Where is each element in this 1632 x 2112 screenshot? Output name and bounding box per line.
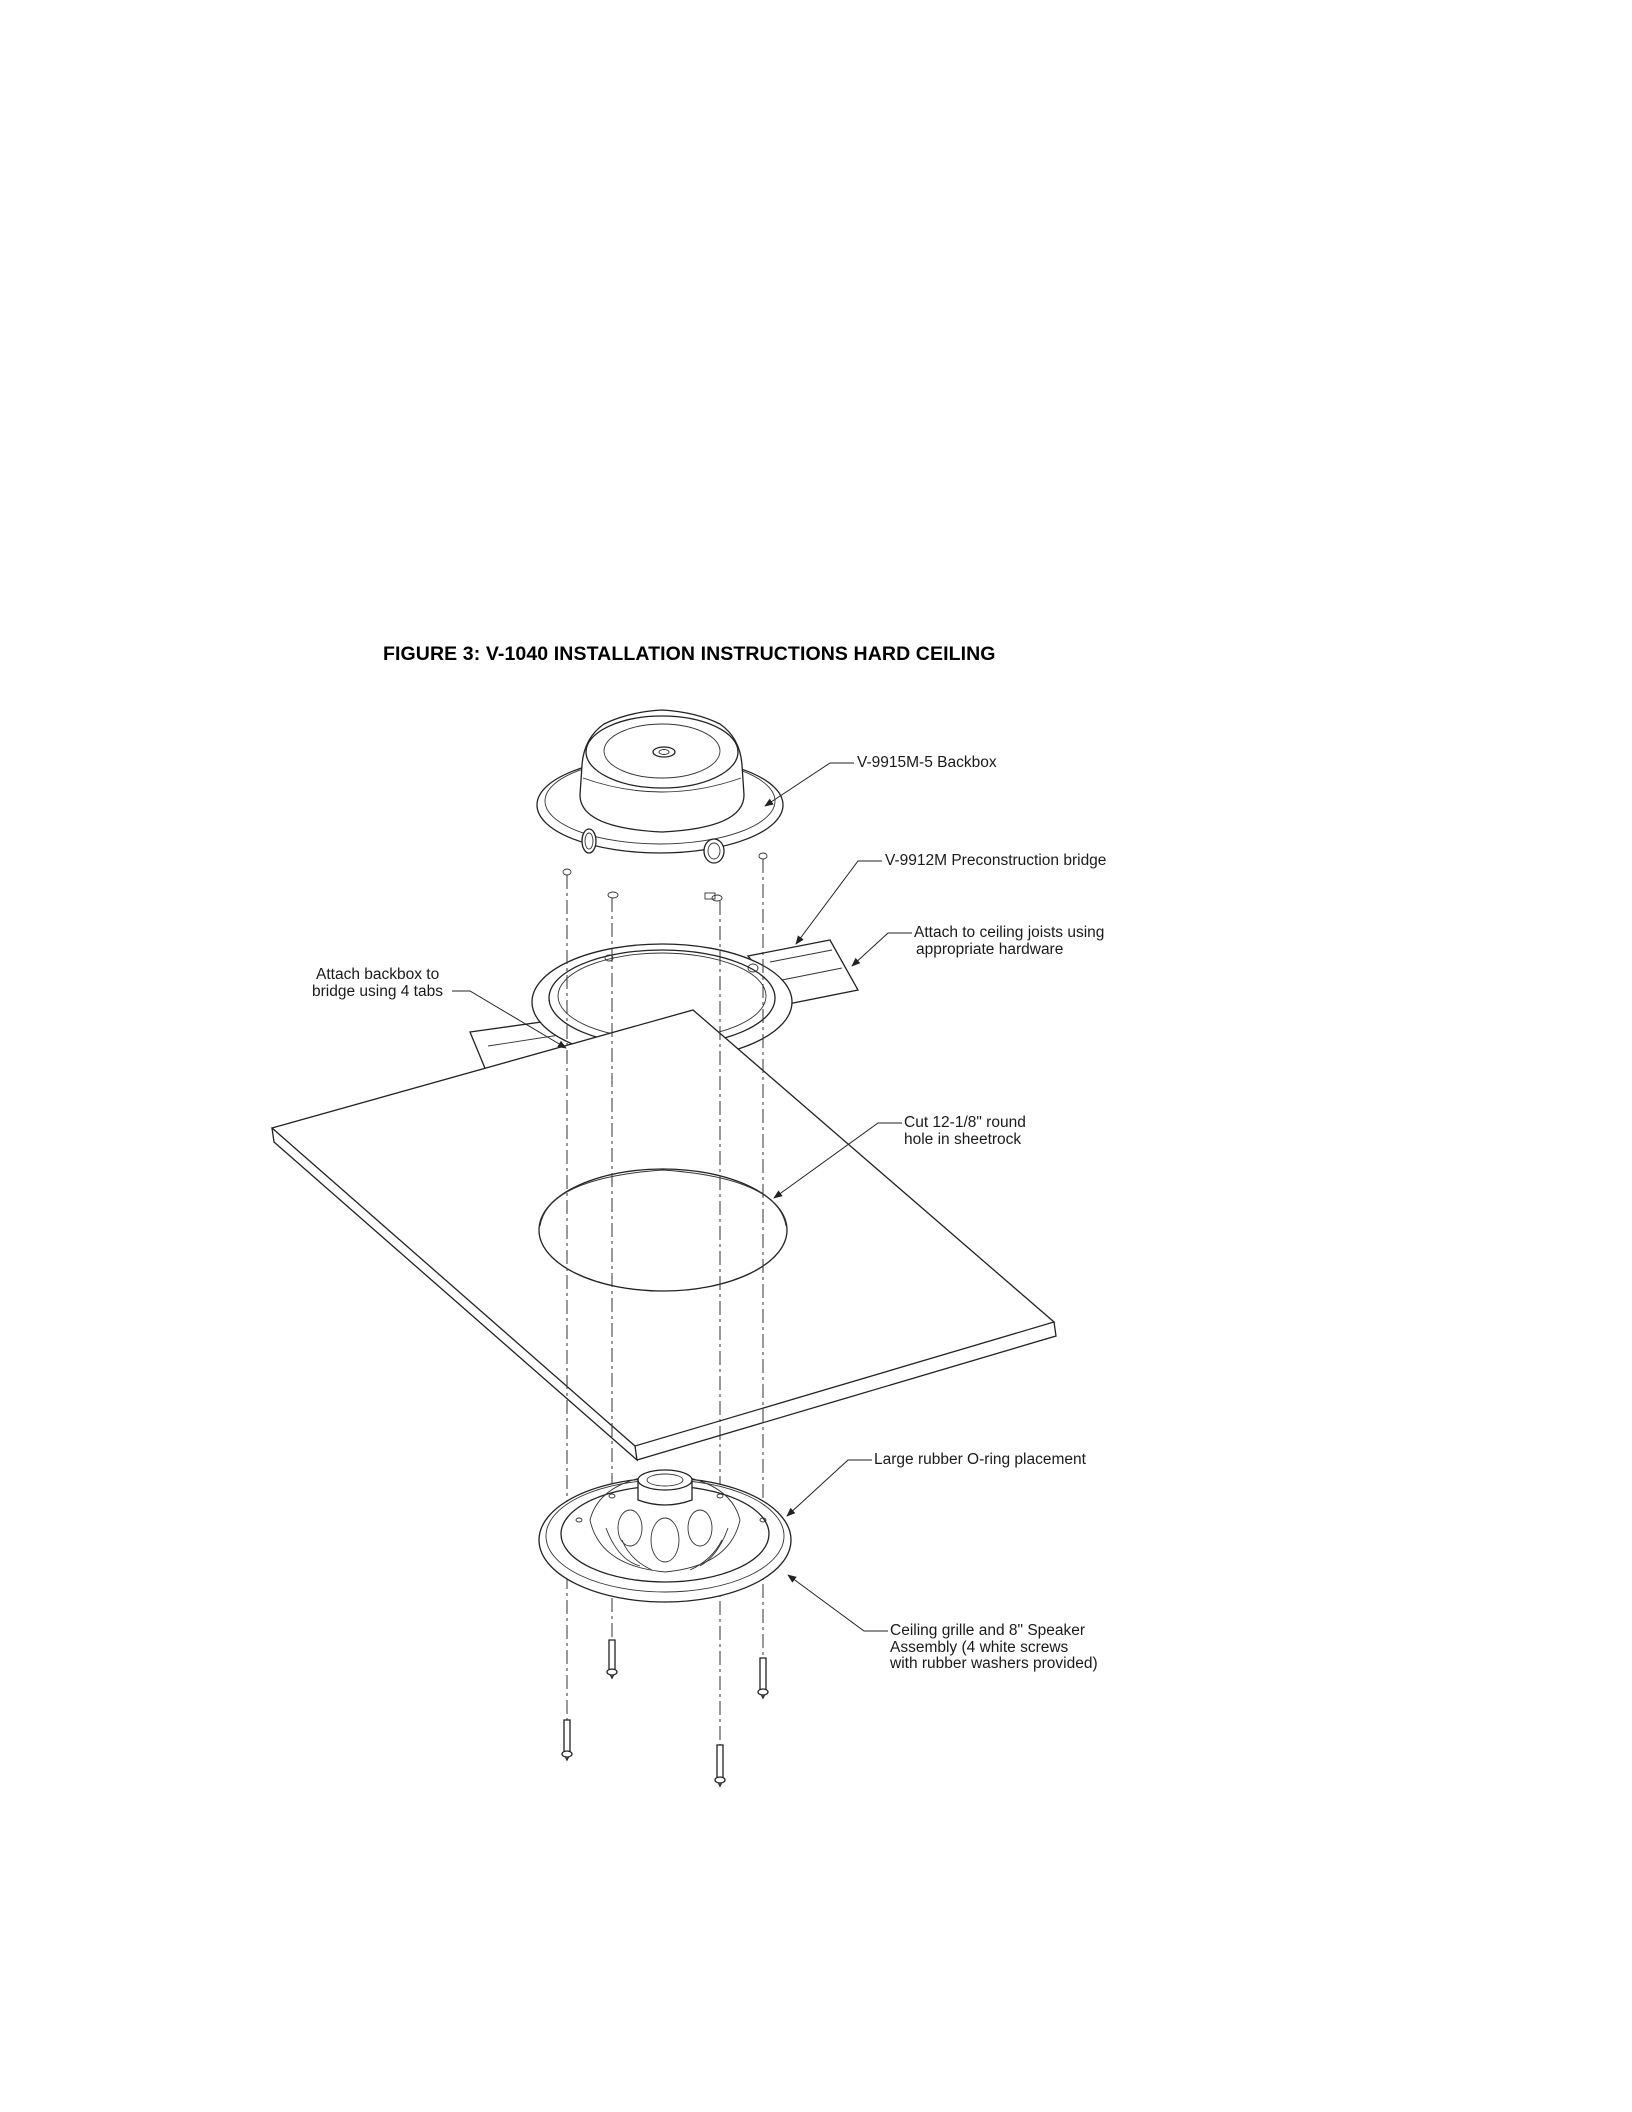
backbox <box>537 710 783 901</box>
callout-grille: Ceiling grille and 8" Speaker Assembly (4 white screws with rubber washers provided) <box>890 1622 1098 1672</box>
callout-oring: Large rubber O-ring placement <box>874 1451 1086 1468</box>
ceiling-grille-speaker <box>539 1470 791 1602</box>
callout-backbox: V-9915M-5 Backbox <box>857 754 997 771</box>
callout-tabs: Attach backbox to bridge using 4 tabs <box>312 966 443 1000</box>
callout-bridge: V-9912M Preconstruction bridge <box>885 852 1107 869</box>
sheetrock-panel <box>272 1010 1056 1460</box>
mounting-screws <box>562 1640 768 1786</box>
figure-title: FIGURE 3: V-1040 INSTALLATION INSTRUCTIONS HARD CEILING <box>383 643 996 665</box>
callout-hole: Cut 12-1/8" round hole in sheetrock <box>904 1114 1026 1148</box>
callout-joists: Attach to ceiling joists using appropriate hardware <box>914 924 1105 958</box>
